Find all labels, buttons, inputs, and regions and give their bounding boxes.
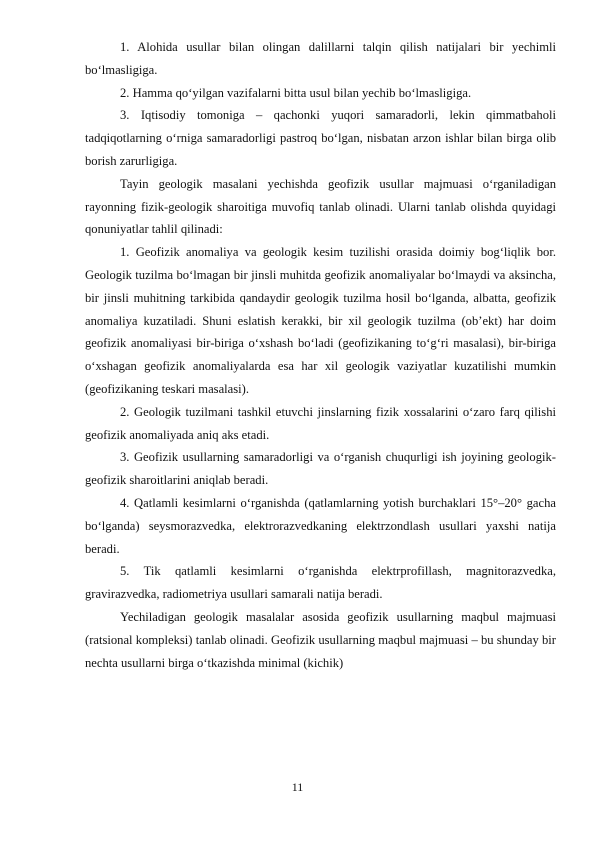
paragraph-10: Yechiladigan geologik masalalar asosida geofizik usullarning maqbul majmuasi (ratsional kompleksi) tanlab olinadi. Geofizik usullarning maqbul majmuasi – bu shunday bir nechta usullarni birga o‘tkazishda minimal (kichik) [85,609,556,670]
paragraph-5: 1. Geofizik anomaliya va geologik kesim tuzilishi orasida doimiy bog‘liqlik bor. Geologik tuzilma bo‘lmagan bir jinsli muhitda geofizik anomaliyalar bo‘lmaydi va aksincha, bir jinsli muhitning tarkibida qandaydir geologik tuzilma hosil bo‘lganda, albatta, geofizik anomaliya kuzatiladi. Shuni eslatish kerakki, bir xil geologik tuzilma (ob’ekt) har doim geofizik anomaliyasi bir-biriga o‘xshash bo‘ladi (geofizikaning to‘g‘ri masalasi), bir-biriga o‘xshagan geofizik anomaliyalarda esa har xil geologik vaziyatlar kuzatilishi mumkin (geofizikaning teskari masalasi). [85,245,556,396]
paragraph-7: 3. Geofizik usullarning samaradorligi va o‘rganish chuqurligi ish joyining geologik-geofizik sharoitlarini aniqlab beradi. [85,450,556,488]
page-number: 11 [291,780,304,794]
paragraph-9: 5. Tik qatlamli kesimlarni o‘rganishda elektrprofillash, magnitorazvedka, gravirazvedka, radiometriya usullari samarali natija beradi. [85,564,556,602]
paragraph-8: 4. Qatlamli kesimlarni o‘rganishda (qatlamlarning yotish burchaklari 15°–20° gacha bo‘lganda) seysmorazvedka, elektrorazvedkaning elektrzondlash usullari yaxshi natija beradi. [85,495,556,556]
paragraph-2: 2. Hamma qo‘yilgan vazifalarni bitta usul bilan yechib bo‘lmasligiga. [120,85,472,100]
paragraph-3: 3. Iqtisodiy tomoniga – qachonki yuqori samaradorli, lekin qimmatbaholi tadqiqotlarning o‘rniga samaradorligi pastroq bo‘lgan, nisbatan arzon ishlar bilan birga olib borish zarurligiga. [85,108,556,168]
paragraph-1: 1. Alohida usullar bilan olingan dalillarni talqin qilish natijalari bir yechimli bo‘lmasligiga. [85,40,556,77]
paragraph-6: 2. Geologik tuzilmani tashkil etuvchi jinslarning fizik xossalarini o‘zaro farq qilishi geofizik anomaliyada aniq aks etadi. [85,404,556,442]
paragraph-4: Tayin geologik masalani yechishda geofizik usullar majmuasi o‘rganiladigan rayonning fizik-geologik sharoitiga muvofiq tanlab olinadi. Ularni tanlab olishda quyidagi qonuniyatlar tahlil qilinadi: [85,176,556,237]
document-body [85,36,556,674]
